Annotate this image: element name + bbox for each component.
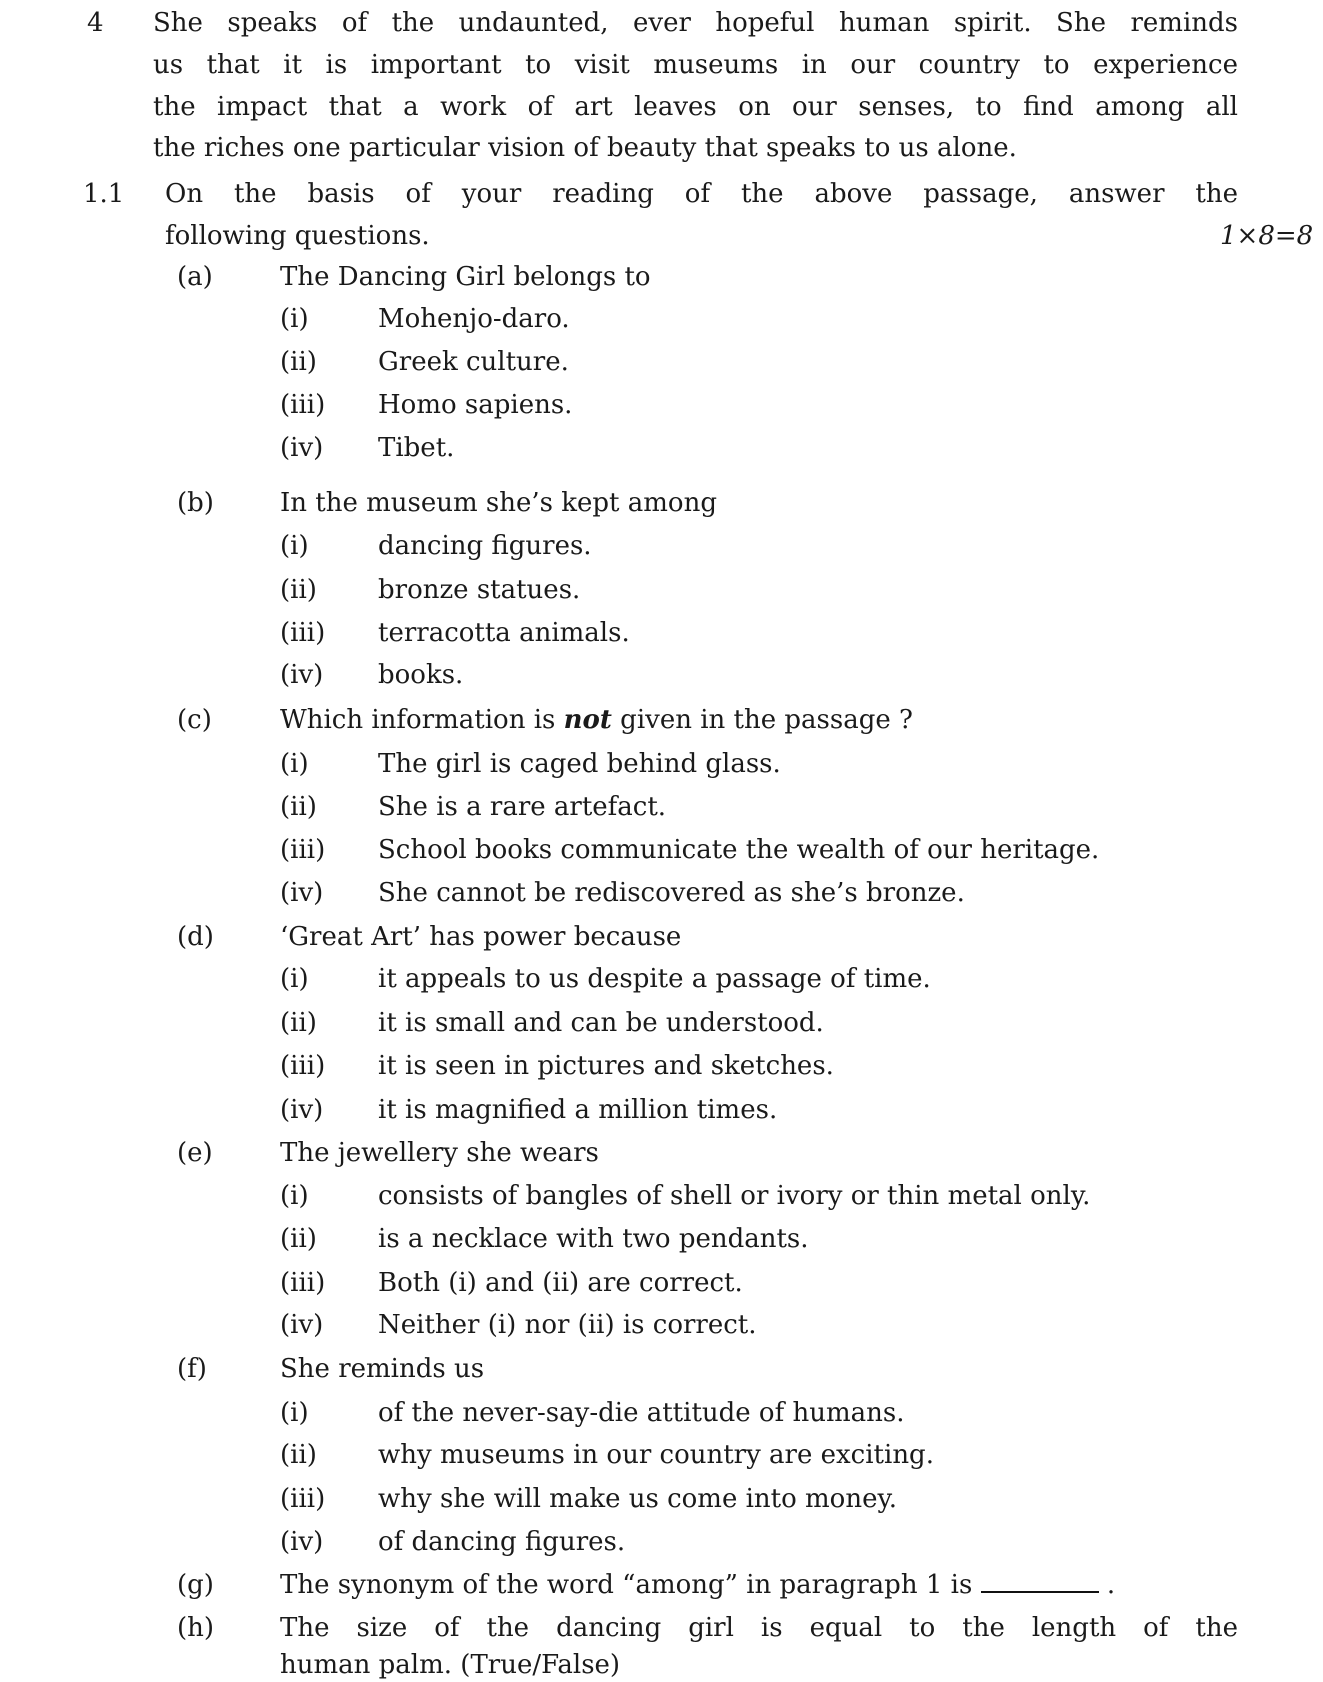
question-label: (c) (177, 705, 212, 735)
option-text: She is a rare artefact. (378, 792, 667, 822)
stem-text: The Dancing Girl belongs to (280, 262, 651, 292)
spacer (972, 1570, 980, 1600)
section-number: 1.1 (83, 179, 125, 209)
option-number: (iii) (280, 390, 326, 420)
question-stem (280, 260, 651, 294)
option-number: (iv) (280, 1095, 324, 1125)
marks: 1×8=8 (1220, 221, 1314, 251)
option-number: (iv) (280, 878, 324, 908)
section-instruction-line: following questions. (165, 221, 430, 251)
option-text: Neither (i) nor (ii) is correct. (378, 1310, 757, 1340)
option-text: it is small and can be understood. (378, 1008, 824, 1038)
question-stem (280, 920, 681, 954)
option-number: (iii) (280, 1484, 326, 1514)
option-number: (ii) (280, 575, 317, 605)
option-text: it is seen in pictures and sketches. (378, 1051, 834, 1081)
stem-text: She reminds us (280, 1354, 485, 1384)
section-instruction-line: On the basis of your reading of the above passage, answer the (165, 179, 1238, 209)
passage-line: the riches one particular vision of beauty that speaks to us alone. (153, 133, 1017, 163)
option-text: Homo sapiens. (378, 390, 573, 420)
option-number: (i) (280, 749, 309, 779)
option-text: Tibet. (378, 433, 455, 463)
question-stem (280, 1568, 1115, 1602)
option-text: consists of bangles of shell or ivory or thin metal only. (378, 1181, 1091, 1211)
question-label: (h) (177, 1613, 215, 1643)
option-number: (iii) (280, 618, 326, 648)
stem-text: ‘Great Art’ has power because (280, 922, 682, 952)
passage-line: She speaks of the undaunted, ever hopeful human spirit. She reminds (153, 8, 1238, 38)
option-text: Mohenjo-daro. (378, 304, 570, 334)
question-label: (e) (177, 1138, 213, 1168)
option-text: The girl is caged behind glass. (378, 749, 781, 779)
question-label: (a) (177, 262, 213, 292)
option-text: Greek culture. (378, 347, 569, 377)
option-text: bronze statues. (378, 575, 581, 605)
option-text: of dancing figures. (378, 1527, 626, 1557)
question-label: (d) (177, 922, 214, 952)
option-text: dancing figures. (378, 531, 592, 561)
option-number: (i) (280, 304, 309, 334)
answer-blank (981, 1569, 1099, 1593)
option-number: (iv) (280, 1527, 324, 1557)
option-text: of the never-say-die attitude of humans. (378, 1398, 905, 1428)
option-text: terracotta animals. (378, 618, 630, 648)
option-number: (iii) (280, 1051, 326, 1081)
option-number: (ii) (280, 1008, 317, 1038)
question-stem (280, 1352, 484, 1386)
option-text: it is magnified a million times. (378, 1095, 778, 1125)
option-text: books. (378, 660, 464, 690)
option-text: Both (i) and (ii) are correct. (378, 1268, 743, 1298)
question-label: (f) (177, 1354, 207, 1384)
option-number: (i) (280, 1398, 309, 1428)
stem-text: Which information is (280, 705, 564, 735)
option-number: (ii) (280, 1224, 317, 1254)
option-text: She cannot be rediscovered as she’s bronze. (378, 878, 965, 908)
question-label: (b) (177, 488, 214, 518)
option-text: is a necklace with two pendants. (378, 1224, 809, 1254)
option-number: (i) (280, 531, 309, 561)
question-stem: The size of the dancing girl is equal to the length of the (280, 1613, 1238, 1643)
question-stem-cont: human palm. (True/False) (280, 1650, 621, 1680)
question-stem (280, 1136, 599, 1170)
option-number: (iii) (280, 1268, 326, 1298)
emphasis-not: not (563, 705, 612, 735)
option-text: why museums in our country are exciting. (378, 1440, 934, 1470)
stem-text: The synonym of the word “among” in paragraph 1 is (280, 1570, 973, 1600)
option-number: (i) (280, 1181, 309, 1211)
option-text: School books communicate the wealth of our heritage. (378, 835, 1100, 865)
option-text: why she will make us come into money. (378, 1484, 897, 1514)
option-number: (ii) (280, 792, 317, 822)
stem-text-after: given in the passage ? (611, 705, 913, 735)
stem-text: In the museum she’s kept among (280, 488, 717, 518)
option-number: (iii) (280, 835, 326, 865)
option-number: (iv) (280, 1310, 324, 1340)
option-number: (iv) (280, 660, 324, 690)
stem-text: The jewellery she wears (280, 1138, 599, 1168)
option-number: (i) (280, 964, 309, 994)
stem-text-after: . (1098, 1570, 1116, 1600)
passage-line: us that it is important to visit museums in our country to experience (153, 50, 1238, 80)
question-stem (280, 486, 717, 520)
passage-line: the impact that a work of art leaves on our senses, to find among all (153, 92, 1238, 122)
option-text: it appeals to us despite a passage of time. (378, 964, 931, 994)
question-label: (g) (177, 1570, 214, 1600)
option-number: (ii) (280, 1440, 317, 1470)
paragraph-number: 4 (87, 8, 104, 38)
option-number: (ii) (280, 347, 317, 377)
question-stem (280, 703, 913, 737)
option-number: (iv) (280, 433, 324, 463)
